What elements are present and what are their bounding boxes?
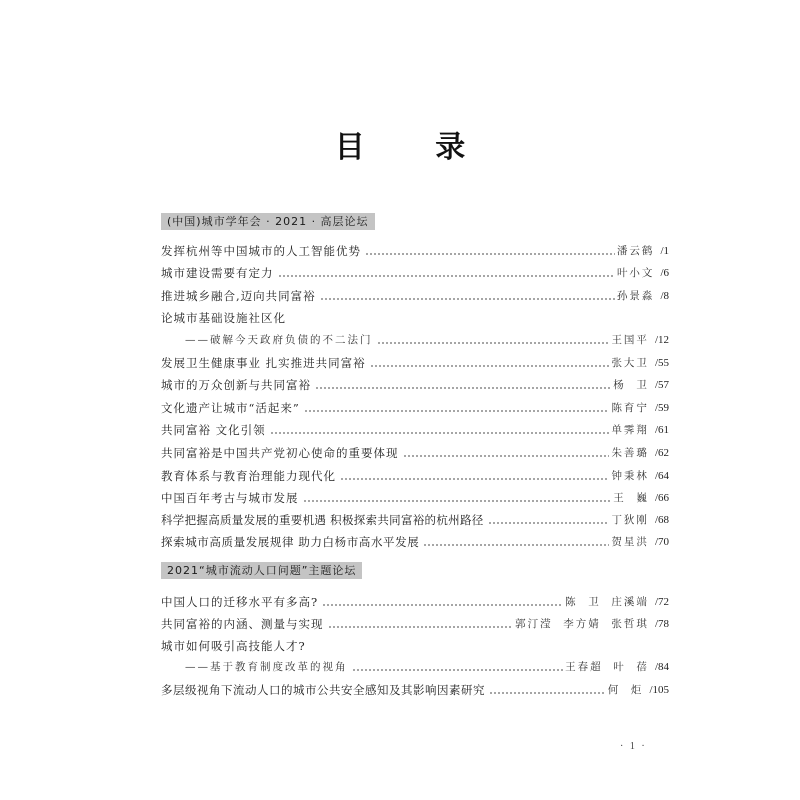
toc-entry[interactable] [161,637,669,655]
toc-entry[interactable] [161,354,669,372]
entry-title: 多层级视角下流动人口的城市公共安全感知及其影响因素研究 [161,683,485,697]
entry-author: 叶小文 [616,267,655,279]
toc-entry[interactable] [161,242,669,260]
leader-dots [489,692,606,694]
entry-author: 孙景淼 [616,290,655,302]
entry-page: /72 [654,596,669,608]
entry-title: 共同富裕 文化引领 [161,423,266,437]
leader-dots [320,298,615,300]
leader-dots [322,604,563,606]
entry-title: 论城市基础设施社区化 [161,311,286,325]
toc-entry[interactable] [161,593,669,611]
leader-dots [278,275,615,277]
entry-page: /6 [660,267,669,279]
entry-author: 潘云鹤 [616,245,655,257]
toc-entry[interactable] [161,467,669,485]
page-number: · 1 · [620,741,647,752]
entry-author: 王 巍 [613,492,649,504]
leader-dots [423,544,609,546]
toc-entry[interactable] [161,376,669,394]
toc-entry-subtitle[interactable] [161,331,669,349]
entry-author: 朱善璐 [611,447,649,459]
entry-title: 中国人口的迁移水平有多高? [161,595,319,609]
toc-entry-subtitle[interactable] [161,658,669,676]
entry-page: /70 [654,536,669,548]
toc-entry[interactable] [161,533,669,551]
entry-page: /12 [654,334,669,346]
toc-entry[interactable] [161,421,669,439]
entry-author: 陈 卫 庄溪端 [565,596,649,608]
entry-title: 科学把握高质量发展的重要机遇 积极探索共同富裕的杭州路径 [161,513,484,527]
entry-page: /84 [654,661,669,673]
entry-author: 贺星洪 [611,536,649,548]
toc-entry[interactable] [161,489,669,507]
toc-entry[interactable] [161,264,669,282]
entry-author: 丁狄刚 [611,514,649,526]
entry-author: 何 炬 [607,684,644,696]
leader-dots [303,500,612,502]
page-title: 目 录 [334,130,496,165]
entry-author: 单霁翔 [611,424,649,436]
entry-title: 发挥杭州等中国城市的人工智能优势 [161,244,361,258]
leader-dots [304,410,610,412]
leader-dots [377,342,610,344]
toc-entry[interactable] [161,444,669,462]
entry-title: 中国百年考古与城市发展 [161,491,299,505]
entry-page: /68 [654,514,669,526]
entry-author: 杨 卫 [613,379,649,391]
entry-author: 钟秉林 [611,470,649,482]
leader-dots [370,365,610,367]
leader-dots [403,455,610,457]
entry-subtitle: ——破解今天政府负债的不二法门 [185,334,373,346]
toc-entry[interactable] [161,615,669,633]
entry-title: 教育体系与教育治理能力现代化 [161,469,336,483]
entry-page: /64 [654,470,669,482]
entry-page: /61 [654,424,669,436]
leader-dots [340,478,609,480]
entry-title: 文化遗产让城市“活起来” [161,401,300,415]
leader-dots [352,669,564,671]
entry-page: /1 [660,245,669,257]
entry-page: /55 [654,357,669,369]
toc-entry[interactable] [161,399,669,417]
entry-title: 共同富裕是中国共产党初心使命的重要体现 [161,446,399,460]
entry-page: /62 [654,447,669,459]
leader-dots [328,626,514,628]
entry-title: 城市建设需要有定力 [161,266,274,280]
entry-title: 探索城市高质量发展规律 助力白杨市高水平发展 [161,535,420,549]
leader-dots [365,253,615,255]
entry-subtitle: ——基于教育制度改革的视角 [185,661,348,673]
entry-author: 王国平 [611,334,649,346]
section-header-2: 2021“城市流动人口问题”主题论坛 [161,562,362,579]
entry-author: 郭汀滢 李方婧 张哲琪 [515,618,649,630]
leader-dots [315,387,611,389]
section-header-1: (中国)城市学年会 · 2021 · 高层论坛 [161,213,375,230]
leader-dots [270,432,610,434]
toc-entry[interactable] [161,287,669,305]
entry-page: /59 [654,402,669,414]
entry-page: /105 [649,684,669,696]
entry-title: 城市如何吸引高技能人才? [161,639,306,653]
leader-dots [488,522,610,524]
entry-title: 共同富裕的内涵、测量与实现 [161,617,324,631]
entry-author: 张大卫 [611,357,649,369]
entry-page: /8 [660,290,669,302]
entry-page: /57 [654,379,669,391]
entry-title: 推进城乡融合,迈向共同富裕 [161,289,316,303]
entry-author: 王春超 叶 蓓 [565,661,649,673]
toc-entry[interactable] [161,511,669,529]
entry-page: /66 [654,492,669,504]
entry-page: /78 [654,618,669,630]
toc-entry[interactable] [161,681,669,699]
entry-title: 发展卫生健康事业 扎实推进共同富裕 [161,356,366,370]
entry-author: 陈育宁 [611,402,649,414]
toc-entry[interactable] [161,309,669,327]
entry-title: 城市的万众创新与共同富裕 [161,378,311,392]
